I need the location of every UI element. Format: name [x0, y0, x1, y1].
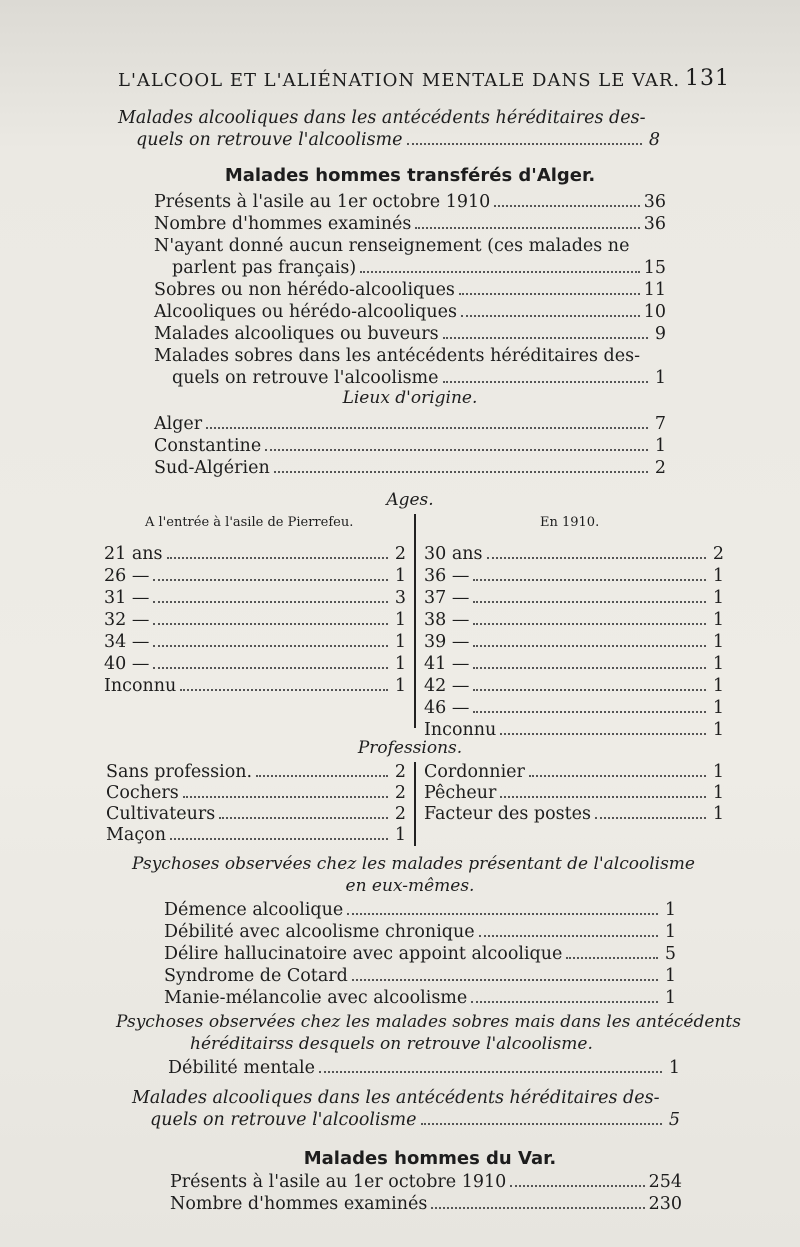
leader-dots — [153, 579, 388, 581]
list-row — [164, 944, 676, 966]
row-value: 1 — [712, 610, 724, 630]
row-value: 36 — [643, 214, 666, 234]
list-row — [154, 236, 634, 258]
row-label: Malades alcooliques ou buveurs — [154, 324, 439, 344]
list-row — [424, 676, 724, 698]
psychoses2-title-line2: héréditairss desquels on retrouve l'alcoolisme. — [190, 1034, 593, 1054]
row-label: Présents à l'asile au 1er octobre 1910 — [170, 1172, 507, 1192]
list-row — [154, 192, 666, 214]
list-row — [154, 346, 641, 368]
leader-dots — [431, 1207, 644, 1209]
row-value: 1 — [664, 900, 676, 920]
leader-dots — [479, 935, 658, 937]
leader-dots — [360, 271, 640, 273]
row-value: 1 — [394, 825, 406, 845]
list-row — [106, 804, 406, 826]
row-label: Alger — [154, 414, 203, 434]
ages-left-header: A l'entrée à l'asile de Pierrefeu. — [145, 515, 354, 530]
row-value: 2 — [712, 544, 724, 564]
row-label: Inconnu — [424, 720, 497, 740]
row-value: 8 — [648, 130, 660, 150]
list-row — [164, 988, 676, 1010]
row-value: 230 — [648, 1194, 682, 1214]
leader-dots — [473, 711, 706, 713]
list-row — [154, 280, 666, 302]
leader-dots — [206, 427, 648, 429]
page-number: 131 — [685, 66, 730, 91]
row-value: 2 — [394, 762, 406, 782]
row-value: 7 — [654, 414, 666, 434]
list-row — [424, 698, 724, 720]
leader-dots — [473, 601, 706, 603]
list-row — [106, 825, 406, 847]
list-row — [424, 783, 724, 805]
leader-dots — [153, 667, 388, 669]
leader-dots — [510, 1185, 644, 1187]
list-row — [424, 544, 724, 566]
leader-dots — [494, 205, 639, 207]
row-value: 10 — [643, 302, 666, 322]
list-row — [164, 900, 676, 922]
row-value: 2 — [394, 804, 406, 824]
list-row — [104, 610, 406, 632]
leader-dots — [443, 337, 648, 339]
row-value: 36 — [643, 192, 666, 212]
leader-dots — [459, 293, 640, 295]
row-label: N'ayant donné aucun renseignement (ces malades ne — [154, 236, 630, 256]
row-value: 1 — [712, 676, 724, 696]
row-value: 1 — [712, 762, 724, 782]
list-row — [164, 922, 676, 944]
professions-title: Professions. — [357, 738, 463, 758]
list-row — [104, 676, 406, 698]
row-value: 1 — [712, 566, 724, 586]
row-label: Nombre d'hommes examinés — [170, 1194, 428, 1214]
list-row — [424, 588, 724, 610]
leader-dots — [265, 449, 648, 451]
list-row — [424, 654, 724, 676]
list-row — [106, 762, 406, 784]
list-row — [104, 566, 406, 588]
row-label: quels on retrouve l'alcoolisme — [150, 1110, 417, 1130]
list-row — [164, 966, 676, 988]
leader-dots — [170, 838, 388, 840]
row-label: Débilité mentale — [168, 1058, 315, 1078]
row-label: Pêcheur — [424, 783, 497, 803]
row-label: Nombre d'hommes examinés — [154, 214, 412, 234]
row-label: Syndrome de Cotard — [164, 966, 348, 986]
list-row — [168, 1058, 680, 1080]
row-value: 1 — [712, 654, 724, 674]
leader-dots — [153, 601, 388, 603]
list-row — [424, 804, 724, 826]
leader-dots — [415, 227, 639, 229]
alcooliques2-row — [150, 1110, 680, 1132]
list-row — [154, 214, 666, 236]
row-value: 1 — [712, 720, 724, 740]
professions-column-divider — [414, 762, 416, 846]
row-value: 1 — [712, 632, 724, 652]
row-label: Sans profession. — [106, 762, 253, 782]
psychoses1-title-line1: Psychoses observées chez les malades présentant de l'alcoolisme — [132, 854, 695, 874]
row-label: 38 — — [424, 610, 470, 630]
leader-dots — [180, 689, 388, 691]
row-label: 39 — — [424, 632, 470, 652]
leader-dots — [167, 557, 388, 559]
row-value: 1 — [712, 698, 724, 718]
row-value: 15 — [643, 258, 666, 278]
intro-line1: Malades alcooliques dans les antécédents héréditaires des- — [118, 108, 646, 128]
row-value: 2 — [394, 544, 406, 564]
row-value: 1 — [664, 966, 676, 986]
row-value: 1 — [394, 610, 406, 630]
row-label: Alcooliques ou hérédo-alcooliques — [154, 302, 457, 322]
row-label: 32 — — [104, 610, 150, 630]
row-value: 1 — [712, 804, 724, 824]
list-row — [154, 414, 666, 436]
leader-dots — [219, 817, 388, 819]
leader-dots — [352, 979, 658, 981]
row-label: 34 — — [104, 632, 150, 652]
psychoses2-title-line1: Psychoses observées chez les malades sobres mais dans les antécédents — [116, 1012, 741, 1032]
row-value: 1 — [394, 654, 406, 674]
section-heading-alger: Malades hommes transférés d'Alger. — [224, 165, 596, 186]
row-value: 1 — [668, 1058, 680, 1078]
list-row — [104, 588, 406, 610]
leader-dots — [153, 623, 388, 625]
row-label: Malades sobres dans les antécédents héréditaires des- — [154, 346, 641, 366]
list-row — [172, 258, 666, 280]
row-label: 30 ans — [424, 544, 483, 564]
list-row — [154, 436, 666, 458]
row-value: 1 — [664, 988, 676, 1008]
intro-row — [136, 130, 660, 152]
row-value: 1 — [664, 922, 676, 942]
row-value: 2 — [394, 783, 406, 803]
leader-dots — [529, 775, 706, 777]
list-row — [154, 458, 666, 480]
leader-dots — [500, 733, 706, 735]
row-value: 254 — [648, 1172, 682, 1192]
list-row — [154, 302, 666, 324]
row-label: 31 — — [104, 588, 150, 608]
list-row — [170, 1194, 682, 1216]
leader-dots — [153, 645, 388, 647]
ages-title: Ages. — [386, 490, 434, 510]
row-label: Constantine — [154, 436, 262, 456]
row-value: 1 — [654, 436, 666, 456]
row-label: 36 — — [424, 566, 470, 586]
row-label: Présents à l'asile au 1er octobre 1910 — [154, 192, 491, 212]
row-label: 41 — — [424, 654, 470, 674]
leader-dots — [461, 315, 640, 317]
leader-dots — [421, 1123, 662, 1125]
row-value: 1 — [712, 588, 724, 608]
list-row — [424, 610, 724, 632]
row-label: 21 ans — [104, 544, 163, 564]
header-title: L'ALCOOL ET L'ALIÉNATION MENTALE DANS LE VAR. — [118, 70, 681, 91]
row-label: Inconnu — [104, 676, 177, 696]
row-label: Débilité avec alcoolisme chronique — [164, 922, 475, 942]
row-value: 5 — [668, 1110, 680, 1130]
ages-column-divider — [414, 514, 416, 728]
leader-dots — [473, 689, 706, 691]
list-row — [424, 762, 724, 784]
row-label: quels on retrouve l'alcoolisme — [172, 368, 439, 388]
row-label: Cultivateurs — [106, 804, 216, 824]
row-label: 46 — — [424, 698, 470, 718]
row-label: Démence alcoolique — [164, 900, 344, 920]
row-label: Facteur des postes — [424, 804, 591, 824]
leader-dots — [473, 645, 706, 647]
leader-dots — [256, 775, 388, 777]
leader-dots — [471, 1001, 658, 1003]
leader-dots — [183, 796, 388, 798]
row-value: 3 — [394, 588, 406, 608]
row-label: parlent pas français) — [172, 258, 357, 278]
row-label: Sud-Algérien — [154, 458, 270, 478]
list-row — [104, 544, 406, 566]
row-value: 11 — [643, 280, 666, 300]
row-label: Maçon — [106, 825, 166, 845]
leader-dots — [443, 381, 648, 383]
leader-dots — [500, 796, 706, 798]
row-label: Cochers — [106, 783, 179, 803]
row-label: 26 — — [104, 566, 150, 586]
row-value: 1 — [394, 676, 406, 696]
psychoses1-title-line2: en eux-mêmes. — [345, 876, 475, 896]
list-row — [170, 1172, 682, 1194]
list-row — [172, 368, 666, 390]
row-label: Sobres ou non hérédo-alcooliques — [154, 280, 455, 300]
leader-dots — [595, 817, 706, 819]
row-value: 5 — [664, 944, 676, 964]
section-heading-var: Malades hommes du Var. — [303, 1148, 557, 1169]
row-value: 1 — [394, 632, 406, 652]
row-value: 1 — [712, 783, 724, 803]
lieux-title: Lieux d'origine. — [342, 388, 478, 408]
list-row — [104, 632, 406, 654]
leader-dots — [274, 471, 648, 473]
alcooliques2-line1: Malades alcooliques dans les antécédents héréditaires des- — [132, 1088, 660, 1108]
leader-dots — [473, 579, 706, 581]
leader-dots — [473, 667, 706, 669]
leader-dots — [407, 143, 642, 145]
row-value: 1 — [654, 368, 666, 388]
row-value: 1 — [394, 566, 406, 586]
row-label: Délire hallucinatoire avec appoint alcoolique — [164, 944, 563, 964]
row-value: 2 — [654, 458, 666, 478]
list-row — [424, 632, 724, 654]
row-label: Manie-mélancolie avec alcoolisme — [164, 988, 468, 1008]
list-row — [154, 324, 666, 346]
leader-dots — [319, 1071, 662, 1073]
list-row — [424, 566, 724, 588]
list-row — [104, 654, 406, 676]
leader-dots — [566, 957, 658, 959]
leader-dots — [347, 913, 658, 915]
ages-right-header: En 1910. — [540, 515, 600, 530]
leader-dots — [473, 623, 706, 625]
row-label: 40 — — [104, 654, 150, 674]
row-label: quels on retrouve l'alcoolisme — [136, 130, 403, 150]
list-row — [106, 783, 406, 805]
row-label: Cordonnier — [424, 762, 525, 782]
row-value: 9 — [654, 324, 666, 344]
row-label: 37 — — [424, 588, 470, 608]
row-label: 42 — — [424, 676, 470, 696]
leader-dots — [487, 557, 706, 559]
